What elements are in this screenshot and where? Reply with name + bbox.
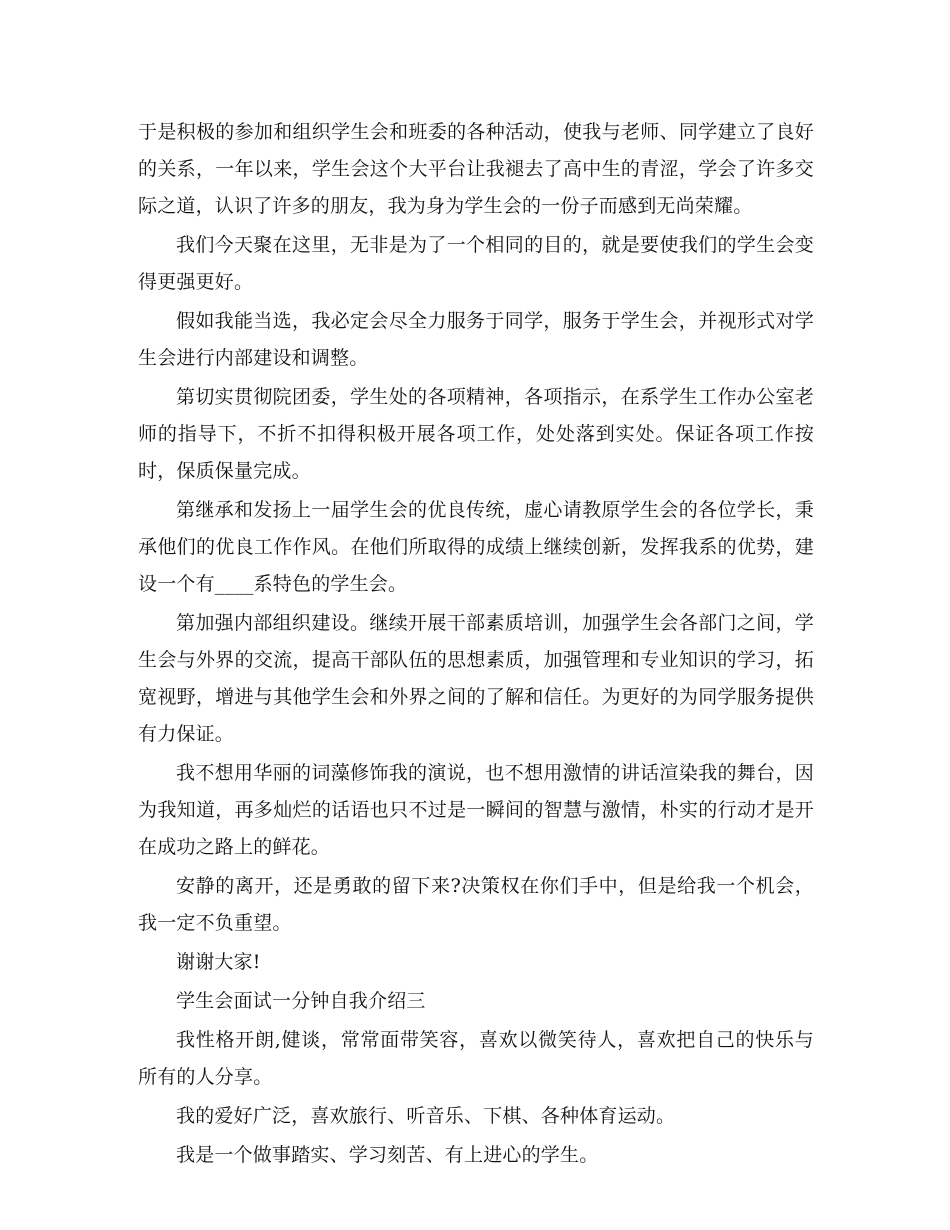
paragraph-student: 我是一个做事踏实、学习刻苦、有上进心的学生。	[176, 1144, 599, 1166]
document-body	[138, 114, 814, 1176]
paragraph-purpose: 我们今天聚在这里，无非是为了一个相同的目的，就是要使我们的学生会变得更强更好。	[138, 234, 814, 293]
paragraph-point-inherit: 第继承和发扬上一届学生会的优良传统，虚心请教原学生会的各位学长，秉承他们的优良工作作风。在他们所取得的成绩上继续创新，发挥我系的优势，建设一个有____系特色的学生会。	[138, 499, 814, 595]
paragraph-if-elected: 假如我能当选，我必定会尽全力服务于同学，服务于学生会，并视形式对学生会进行内部建设和调整。	[138, 310, 814, 369]
paragraph-hobbies: 我的爱好广泛，喜欢旅行、听音乐、下棋、各种体育运动。	[176, 1105, 676, 1127]
paragraph-choice: 安静的离开，还是勇敢的留下来?决策权在你们手中，但是给我一个机会，我一定不负重望。	[138, 875, 814, 934]
paragraph-point-organization: 第加强内部组织建设。继续开展干部素质培训，加强学生会各部门之间，学生会与外界的交流，提高干部队伍的思想素质，加强管理和专业知识的学习，拓宽视野，增进与其他学生会和外界之间的了解和信任。为更好的为同学服务提供有力保证。	[138, 612, 814, 745]
paragraph-personality: 我性格开朗,健谈，常常面带笑容，喜欢以微笑待人，喜欢把自己的快乐与所有的人分享。	[138, 1029, 814, 1088]
paragraph-continuation: 于是积极的参加和组织学生会和班委的各种活动，使我与老师、同学建立了良好的关系，一年以来，学生会这个大平台让我褪去了高中生的青涩，学会了许多交际之道，认识了许多的朋友，我为身为学生会的一份子而感到无尚荣耀。	[138, 121, 814, 217]
paragraph-point-implement: 第切实贯彻院团委，学生处的各项精神，各项指示，在系学生工作办公室老师的指导下，不折不扣得积极开展各项工作，处处落到实处。保证各项工作按时，保质保量完成。	[138, 386, 814, 482]
paragraph-thanks: 谢谢大家!	[176, 951, 261, 973]
paragraph-speech: 我不想用华丽的词藻修饰我的演说，也不想用激情的讲话渲染我的舞台，因为我知道，再多灿烂的话语也只不过是一瞬间的智慧与激情，朴实的行动才是开在成功之路上的鲜花。	[138, 762, 814, 858]
section-heading: 学生会面试一分钟自我介绍三	[176, 990, 426, 1012]
